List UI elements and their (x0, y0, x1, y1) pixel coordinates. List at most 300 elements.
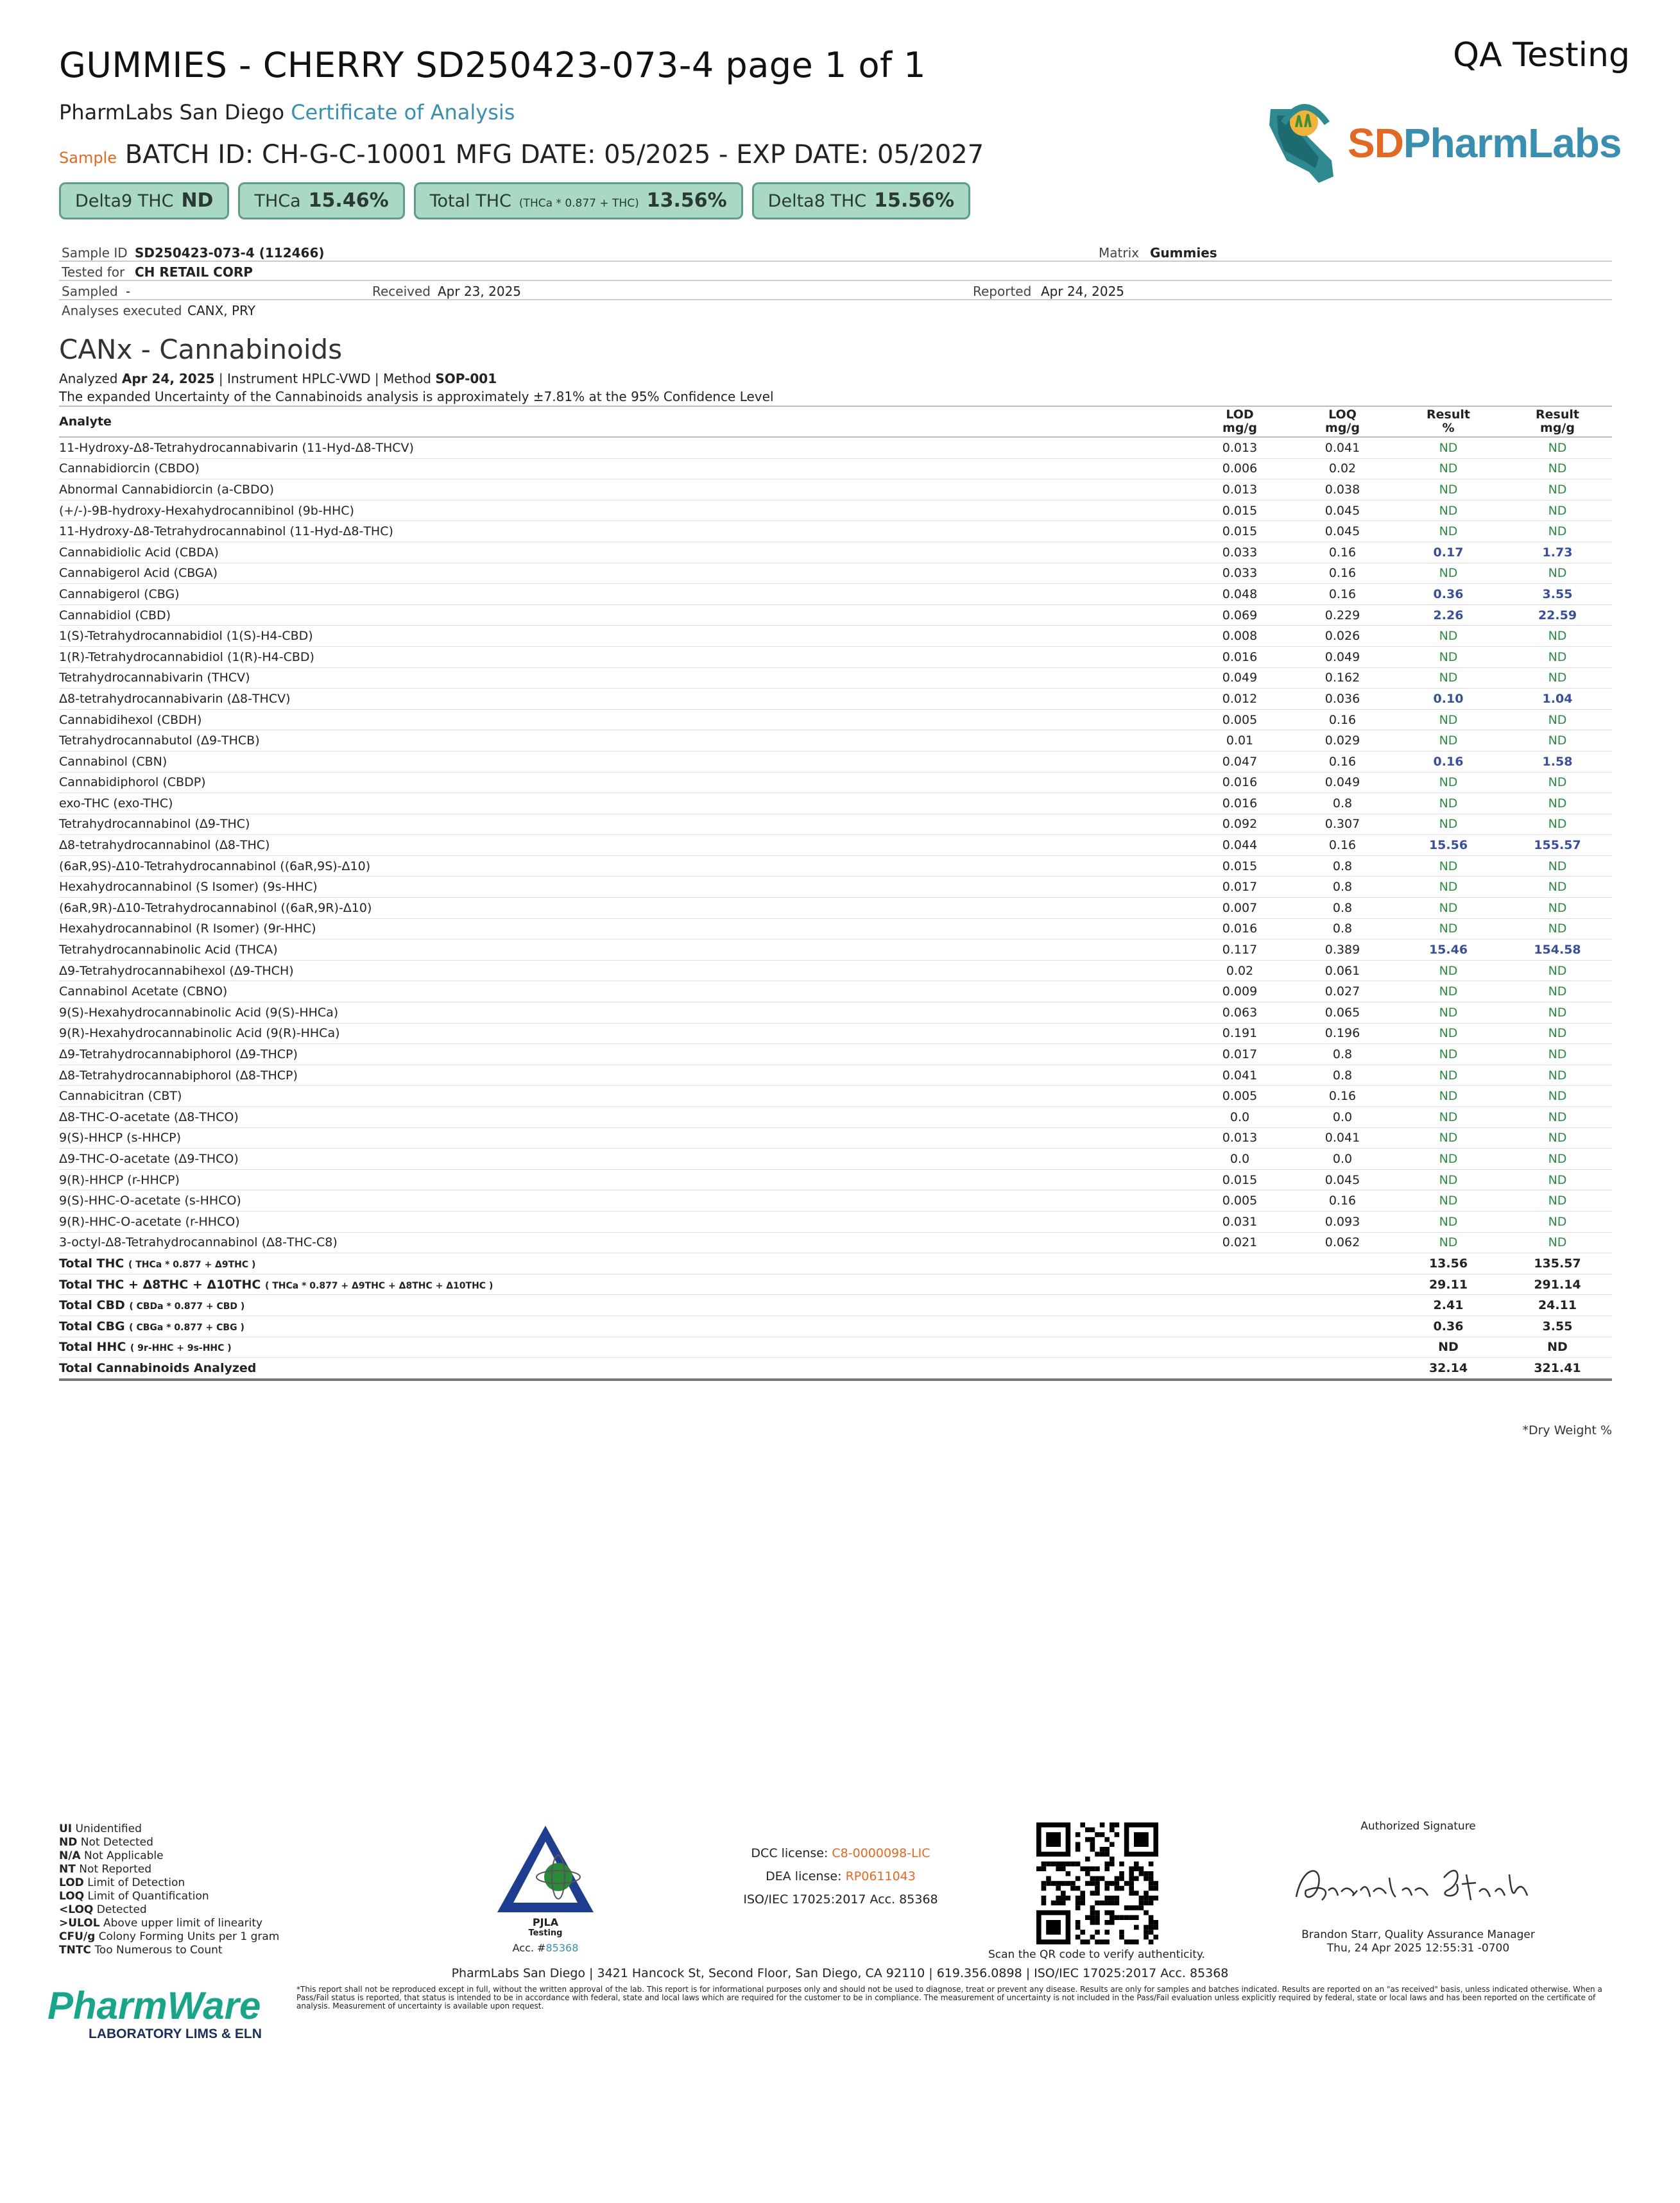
result-mg: ND (1503, 437, 1612, 458)
table-row (59, 772, 1612, 793)
result-pct: 15.46 (1394, 939, 1503, 961)
legend-text: Not Reported (79, 1863, 152, 1876)
result-pct: ND (1394, 500, 1503, 521)
table-row (59, 542, 1612, 563)
qa-testing-label: QA Testing (1453, 36, 1630, 74)
logo-pharmlabs: PharmLabs (1403, 120, 1622, 166)
analyte-name: Δ9-Tetrahydrocannabihexol (Δ9-THCH) (59, 960, 1188, 981)
empty-cell (1291, 1295, 1394, 1316)
logo-sd: SD (1348, 120, 1403, 166)
table-row (59, 1023, 1612, 1044)
result-pct: ND (1394, 667, 1503, 689)
col-analyte: Analyte (59, 406, 1188, 437)
analyte-name: Abnormal Cannabidiorcin (a-CBDO) (59, 479, 1188, 501)
sample-id-label: Sample ID (62, 245, 128, 261)
legend-item (59, 1876, 279, 1890)
pill-value: 13.56% (646, 189, 727, 212)
reported-label: Reported (973, 284, 1032, 299)
lod-value: 0.008 (1188, 626, 1291, 647)
result-pct: ND (1394, 1190, 1503, 1212)
loq-value: 0.8 (1291, 877, 1394, 898)
total-mg: 24.11 (1503, 1295, 1612, 1316)
total-name (59, 1316, 1188, 1337)
pjla-name: PJLA (532, 1916, 559, 1928)
analyte-name: (+/-)-9B-hydroxy-Hexahydrocannibinol (9b-HHC) (59, 500, 1188, 521)
loq-value: 0.062 (1291, 1232, 1394, 1253)
lod-value: 0.013 (1188, 437, 1291, 458)
table-row (59, 1169, 1612, 1190)
result-pct: ND (1394, 458, 1503, 479)
pjla-acc (494, 1942, 597, 1954)
table-row (59, 814, 1612, 835)
qr-code-icon[interactable] (1036, 1822, 1158, 1944)
legend-abbr: TNTC (59, 1944, 91, 1957)
total-mg: 291.14 (1503, 1274, 1612, 1295)
pill-label: Delta8 THC (767, 191, 867, 211)
california-map-icon (1258, 96, 1354, 193)
total-formula: ( CBDa * 0.877 + CBD ) (129, 1301, 245, 1312)
pharmware-logo (47, 1985, 266, 2056)
result-pct: ND (1394, 479, 1503, 501)
lod-value: 0.117 (1188, 939, 1291, 961)
analyte-name: (6aR,9S)-Δ10-Tetrahydrocannabinol ((6aR,9S)-Δ10) (59, 855, 1188, 877)
total-label: Total CBD (59, 1298, 125, 1313)
legend-abbr: CFU/g (59, 1930, 96, 1943)
lod-value: 0.063 (1188, 1002, 1291, 1024)
result-pct: 2.26 (1394, 604, 1503, 626)
total-pct: 2.41 (1394, 1295, 1503, 1316)
analyte-name: Hexahydrocannabinol (R Isomer) (9r-HHC) (59, 918, 1188, 939)
analyses-label: Analyses executed (62, 303, 182, 318)
loq-value: 0.16 (1291, 1190, 1394, 1212)
total-pct: ND (1394, 1337, 1503, 1358)
instrument-label: | Instrument (218, 371, 298, 386)
total-pct: 13.56 (1394, 1253, 1503, 1274)
lod-value: 0.015 (1188, 500, 1291, 521)
analyte-name: Hexahydrocannabinol (S Isomer) (9s-HHC) (59, 877, 1188, 898)
batch-info: BATCH ID: CH-G-C-10001 MFG DATE: 05/2025 - EXP DATE: 05/2027 (124, 140, 984, 169)
result-mg: ND (1503, 918, 1612, 939)
analyte-name: Cannabidihexol (CBDH) (59, 709, 1188, 730)
result-mg: ND (1503, 1149, 1612, 1170)
total-row (59, 1253, 1612, 1274)
loq-value: 0.8 (1291, 918, 1394, 939)
result-pct: ND (1394, 814, 1503, 835)
lod-value: 0.005 (1188, 709, 1291, 730)
result-mg: ND (1503, 855, 1612, 877)
legend-text: Colony Forming Units per 1 gram (98, 1930, 280, 1943)
pjla-acc-label: Acc. # (512, 1942, 546, 1954)
lod-value: 0.0 (1188, 1149, 1291, 1170)
result-mg: ND (1503, 981, 1612, 1002)
summary-pills (59, 182, 970, 219)
result-pct: ND (1394, 1023, 1503, 1044)
result-pct: ND (1394, 646, 1503, 667)
result-mg: ND (1503, 646, 1612, 667)
empty-cell (1291, 1274, 1394, 1295)
table-row (59, 1044, 1612, 1065)
analyte-name: 9(R)-HHCP (r-HHCP) (59, 1169, 1188, 1190)
analyte-name: Cannabicitran (CBT) (59, 1086, 1188, 1107)
total-mg: 3.55 (1503, 1316, 1612, 1337)
result-pct: ND (1394, 898, 1503, 919)
results-table (59, 406, 1612, 1381)
legend-item (59, 1836, 279, 1849)
loq-value: 0.8 (1291, 1044, 1394, 1065)
results-header-row (59, 406, 1612, 437)
result-pct: 0.16 (1394, 751, 1503, 772)
sample-id-value: SD250423-073-4 (112466) (135, 245, 325, 261)
result-pct: ND (1394, 1169, 1503, 1190)
legend-text: Too Numerous to Count (94, 1944, 223, 1957)
lab-name-line (59, 100, 515, 124)
total-formula: ( THCa * 0.877 + Δ9THC ) (128, 1259, 256, 1270)
legend-text: Limit of Quantification (87, 1890, 209, 1903)
lod-value: 0.02 (1188, 960, 1291, 981)
total-row (59, 1358, 1612, 1380)
result-pct: ND (1394, 960, 1503, 981)
table-row (59, 1149, 1612, 1170)
loq-value: 0.029 (1291, 730, 1394, 751)
lod-value: 0.044 (1188, 835, 1291, 856)
sdpharmlabs-logo (1258, 96, 1622, 193)
method-value: SOP-001 (435, 371, 497, 386)
logo-wordmark (1348, 119, 1621, 167)
lod-value: 0.016 (1188, 918, 1291, 939)
total-row (59, 1295, 1612, 1316)
total-formula: ( THCa * 0.877 + Δ9THC + Δ8THC + Δ10THC ) (264, 1280, 493, 1291)
result-mg: ND (1503, 814, 1612, 835)
result-pct: 15.56 (1394, 835, 1503, 856)
qr-caption: Scan the QR code to verify authenticity. (988, 1948, 1205, 1961)
pill-total-thc (414, 182, 743, 219)
col-result-mg (1503, 406, 1612, 437)
lod-value: 0.016 (1188, 772, 1291, 793)
empty-cell (1188, 1358, 1291, 1380)
pharmware-tagline: LABORATORY LIMS & ELN (89, 2027, 262, 2041)
lod-value: 0.007 (1188, 898, 1291, 919)
lod-value: 0.031 (1188, 1211, 1291, 1232)
instrument-value: HPLC-VWD (302, 371, 371, 386)
pharmware-brand: PharmWare (47, 1984, 261, 2027)
result-pct: ND (1394, 981, 1503, 1002)
loq-value: 0.8 (1291, 855, 1394, 877)
empty-cell (1188, 1337, 1291, 1358)
lab-name: PharmLabs San Diego (59, 100, 285, 124)
analyses-value: CANX, PRY (187, 303, 255, 318)
table-row (59, 960, 1612, 981)
reported-value: Apr 24, 2025 (1041, 284, 1125, 299)
empty-cell (1291, 1337, 1394, 1358)
lod-value: 0.009 (1188, 981, 1291, 1002)
meta-row-analyses (59, 300, 1612, 318)
loq-value: 0.049 (1291, 772, 1394, 793)
table-row (59, 521, 1612, 542)
pill-label: Total THC (429, 191, 511, 211)
dcc-label: DCC license: (751, 1846, 828, 1860)
analyte-name: Δ8-Tetrahydrocannabiphorol (Δ8-THCP) (59, 1065, 1188, 1086)
result-pct: 0.36 (1394, 584, 1503, 605)
loq-value: 0.027 (1291, 981, 1394, 1002)
loq-value: 0.16 (1291, 584, 1394, 605)
loq-value: 0.061 (1291, 960, 1394, 981)
legend-abbr: ND (59, 1836, 78, 1849)
analyzed-label: Analyzed (59, 371, 118, 386)
table-row (59, 793, 1612, 814)
legend-item (59, 1944, 279, 1957)
analyte-name: Tetrahydrocannabinolic Acid (THCA) (59, 939, 1188, 961)
pill-delta9-thc (59, 182, 229, 219)
analyzed-date: Apr 24, 2025 (121, 371, 215, 386)
result-mg: ND (1503, 667, 1612, 689)
total-name (59, 1274, 1188, 1295)
legend-item (59, 1863, 279, 1876)
loq-value: 0.8 (1291, 898, 1394, 919)
table-row (59, 1086, 1612, 1107)
results-body (59, 437, 1612, 1380)
analyte-name: exo-THC (exo-THC) (59, 793, 1188, 814)
result-mg: 1.04 (1503, 689, 1612, 710)
lod-value: 0.015 (1188, 521, 1291, 542)
result-mg: 155.57 (1503, 835, 1612, 856)
lod-value: 0.049 (1188, 667, 1291, 689)
lod-value: 0.048 (1188, 584, 1291, 605)
result-mg: ND (1503, 1023, 1612, 1044)
legend-item (59, 1917, 279, 1930)
result-mg: ND (1503, 1107, 1612, 1128)
analyte-name: 9(R)-HHC-O-acetate (r-HHCO) (59, 1211, 1188, 1232)
result-mg: 154.58 (1503, 939, 1612, 961)
table-row (59, 563, 1612, 584)
lab-address: PharmLabs San Diego | 3421 Hancock St, Second Floor, San Diego, CA 92110 | 619.356.0898 | ISO/IEC 17025:2017 Acc. 85368 (451, 1966, 1229, 1980)
result-mg: ND (1503, 877, 1612, 898)
result-pct: ND (1394, 1002, 1503, 1024)
analyte-name: 9(R)-Hexahydrocannabinolic Acid (9(R)-HHCa) (59, 1023, 1188, 1044)
analyte-name: 9(S)-HHC-O-acetate (s-HHCO) (59, 1190, 1188, 1212)
total-pct: 29.11 (1394, 1274, 1503, 1295)
loq-value: 0.307 (1291, 814, 1394, 835)
table-row (59, 1107, 1612, 1128)
lod-value: 0.012 (1188, 689, 1291, 710)
analyte-name: 11-Hydroxy-Δ8-Tetrahydrocannabinol (11-Hyd-Δ8-THC) (59, 521, 1188, 542)
total-mg: 135.57 (1503, 1253, 1612, 1274)
total-name (59, 1358, 1188, 1380)
lod-value: 0.015 (1188, 1169, 1291, 1190)
col-lod-text: LOD mg/g (1222, 407, 1257, 435)
result-pct: ND (1394, 1149, 1503, 1170)
result-pct: ND (1394, 855, 1503, 877)
result-pct: ND (1394, 1044, 1503, 1065)
table-row (59, 898, 1612, 919)
lod-value: 0.006 (1188, 458, 1291, 479)
result-pct: ND (1394, 437, 1503, 458)
meta-row-sample (59, 243, 1612, 262)
analyte-name: Tetrahydrocannabinol (Δ9-THC) (59, 814, 1188, 835)
result-mg: ND (1503, 563, 1612, 584)
loq-value: 0.045 (1291, 500, 1394, 521)
legend-item (59, 1849, 279, 1863)
result-pct: ND (1394, 709, 1503, 730)
received-value: Apr 23, 2025 (438, 284, 522, 299)
loq-value: 0.045 (1291, 521, 1394, 542)
analyte-name: Δ8-tetrahydrocannabivarin (Δ8-THCV) (59, 689, 1188, 710)
analyte-name: Δ8-tetrahydrocannabinol (Δ8-THC) (59, 835, 1188, 856)
signature-date: Thu, 24 Apr 2025 12:55:31 -0700 (1326, 1942, 1510, 1955)
total-label: Total Cannabinoids Analyzed (59, 1360, 257, 1375)
table-row (59, 1002, 1612, 1024)
table-row (59, 584, 1612, 605)
result-pct: ND (1394, 1107, 1503, 1128)
analyte-name: Δ8-THC-O-acetate (Δ8-THCO) (59, 1107, 1188, 1128)
sample-metadata (59, 243, 1612, 318)
result-pct: ND (1394, 563, 1503, 584)
loq-value: 0.162 (1291, 667, 1394, 689)
loq-value: 0.041 (1291, 1127, 1394, 1149)
empty-cell (1291, 1316, 1394, 1337)
result-pct: ND (1394, 793, 1503, 814)
pill-value: 15.56% (874, 189, 955, 212)
lod-value: 0.033 (1188, 563, 1291, 584)
analyte-name: Cannabidiphorol (CBDP) (59, 772, 1188, 793)
lod-value: 0.005 (1188, 1086, 1291, 1107)
empty-cell (1188, 1316, 1291, 1337)
analyte-name: Cannabigerol (CBG) (59, 584, 1188, 605)
analyte-name: Δ9-THC-O-acetate (Δ9-THCO) (59, 1149, 1188, 1170)
result-mg: ND (1503, 1002, 1612, 1024)
result-mg: ND (1503, 626, 1612, 647)
result-mg: ND (1503, 1065, 1612, 1086)
pjla-acc-number: 85368 (545, 1942, 579, 1954)
legend-abbr: >ULOL (59, 1917, 100, 1930)
analyte-name: Tetrahydrocannabutol (Δ9-THCB) (59, 730, 1188, 751)
total-label: Total CBG (59, 1319, 125, 1333)
license-info (719, 1842, 963, 1911)
legend-abbr: <LOQ (59, 1903, 94, 1916)
lod-value: 0.0 (1188, 1107, 1291, 1128)
pill-formula: (THCa * 0.877 + THC) (519, 197, 639, 210)
loq-value: 0.045 (1291, 1169, 1394, 1190)
coa-label: Certificate of Analysis (291, 100, 515, 124)
result-pct: ND (1394, 1211, 1503, 1232)
analyte-name: 9(S)-HHCP (s-HHCP) (59, 1127, 1188, 1149)
handwritten-signature (1283, 1846, 1553, 1923)
tested-for-value: CH RETAIL CORP (135, 264, 253, 280)
table-row (59, 1190, 1612, 1212)
loq-value: 0.16 (1291, 709, 1394, 730)
pill-value: ND (181, 189, 214, 212)
legend-item (59, 1890, 279, 1903)
batch-line (59, 140, 984, 169)
lod-value: 0.015 (1188, 855, 1291, 877)
empty-cell (1291, 1358, 1394, 1380)
total-row (59, 1316, 1612, 1337)
total-formula: ( CBGa * 0.877 + CBG ) (129, 1322, 244, 1333)
analyte-name: Cannabidiolic Acid (CBDA) (59, 542, 1188, 563)
total-name (59, 1337, 1188, 1358)
legend-text: Above upper limit of linearity (103, 1917, 263, 1930)
table-row (59, 437, 1612, 458)
col-loq-text: LOQ mg/g (1325, 407, 1360, 435)
result-mg: ND (1503, 1211, 1612, 1232)
loq-value: 0.093 (1291, 1211, 1394, 1232)
result-mg: ND (1503, 898, 1612, 919)
disclaimer: *This report shall not be reproduced except in full, without the written approval of the lab. This report is for informational purposes only and should not be used to diagnose, treat or prevent any disease. Results are only for samples and batches indicated. Results are reported on an "as received" basis, unless indicated otherwise. When a Pass/Fail status is reported, that status is intended to be in accordance with federal, state and local laws which are required for the customer to be in compliance. The measurement of uncertainty is not included in the Pass/Fail evaluation unless explicitly required by federal, state or local laws and has been reported on the certificate of analysis. Measurement of uncertainty is available upon request. (296, 1985, 1602, 2010)
result-pct: ND (1394, 1127, 1503, 1149)
table-row (59, 835, 1612, 856)
analyte-name: 1(R)-Tetrahydrocannabidiol (1(R)-H4-CBD) (59, 646, 1188, 667)
table-row (59, 730, 1612, 751)
result-pct: ND (1394, 918, 1503, 939)
result-pct: ND (1394, 626, 1503, 647)
pill-delta8-thc (752, 182, 970, 219)
legend-abbr: UI (59, 1822, 73, 1835)
pjla-logo-icon (494, 1822, 597, 1919)
result-pct: ND (1394, 1232, 1503, 1253)
result-mg: 1.73 (1503, 542, 1612, 563)
total-label: Total HHC (59, 1340, 126, 1355)
table-row (59, 981, 1612, 1002)
analyte-name: Tetrahydrocannabivarin (THCV) (59, 667, 1188, 689)
loq-value: 0.8 (1291, 793, 1394, 814)
result-mg: ND (1503, 500, 1612, 521)
loq-value: 0.026 (1291, 626, 1394, 647)
analyte-name: Cannabinol (CBN) (59, 751, 1188, 772)
table-row (59, 479, 1612, 501)
loq-value: 0.389 (1291, 939, 1394, 961)
legend-text: Not Applicable (84, 1849, 164, 1862)
table-row (59, 1065, 1612, 1086)
dea-label: DEA license: (766, 1869, 842, 1883)
col-result-pct-text: Result % (1427, 407, 1470, 435)
pill-thca (238, 182, 404, 219)
dea-license (719, 1865, 963, 1888)
legend-text: Not Detected (80, 1836, 153, 1849)
table-row (59, 646, 1612, 667)
tested-for-label: Tested for (62, 264, 125, 280)
loq-value: 0.0 (1291, 1107, 1394, 1128)
pill-value: 15.46% (308, 189, 389, 212)
loq-value: 0.02 (1291, 458, 1394, 479)
table-row (59, 689, 1612, 710)
total-pct: 0.36 (1394, 1316, 1503, 1337)
page-title: GUMMIES - CHERRY SD250423-073-4 page 1 of 1 (59, 45, 927, 85)
result-mg: ND (1503, 521, 1612, 542)
result-mg: 3.55 (1503, 584, 1612, 605)
pjla-sub: Testing (528, 1928, 563, 1938)
dea-value: RP0611043 (845, 1869, 916, 1883)
result-mg: ND (1503, 772, 1612, 793)
lod-value: 0.047 (1188, 751, 1291, 772)
lod-value: 0.013 (1188, 479, 1291, 501)
result-pct: 0.17 (1394, 542, 1503, 563)
lod-value: 0.005 (1188, 1190, 1291, 1212)
lod-value: 0.041 (1188, 1065, 1291, 1086)
result-mg: ND (1503, 1044, 1612, 1065)
result-mg: ND (1503, 458, 1612, 479)
legend-item (59, 1930, 279, 1944)
abbreviation-legend (59, 1822, 279, 1957)
analyte-name: 1(S)-Tetrahydrocannabidiol (1(S)-H4-CBD) (59, 626, 1188, 647)
result-pct: ND (1394, 877, 1503, 898)
col-loq (1291, 406, 1394, 437)
lod-value: 0.021 (1188, 1232, 1291, 1253)
result-pct: ND (1394, 772, 1503, 793)
col-result-mg-text: Result mg/g (1536, 407, 1579, 435)
empty-cell (1291, 1253, 1394, 1274)
result-mg: ND (1503, 1169, 1612, 1190)
pill-label: THCa (254, 191, 301, 211)
lod-value: 0.033 (1188, 542, 1291, 563)
